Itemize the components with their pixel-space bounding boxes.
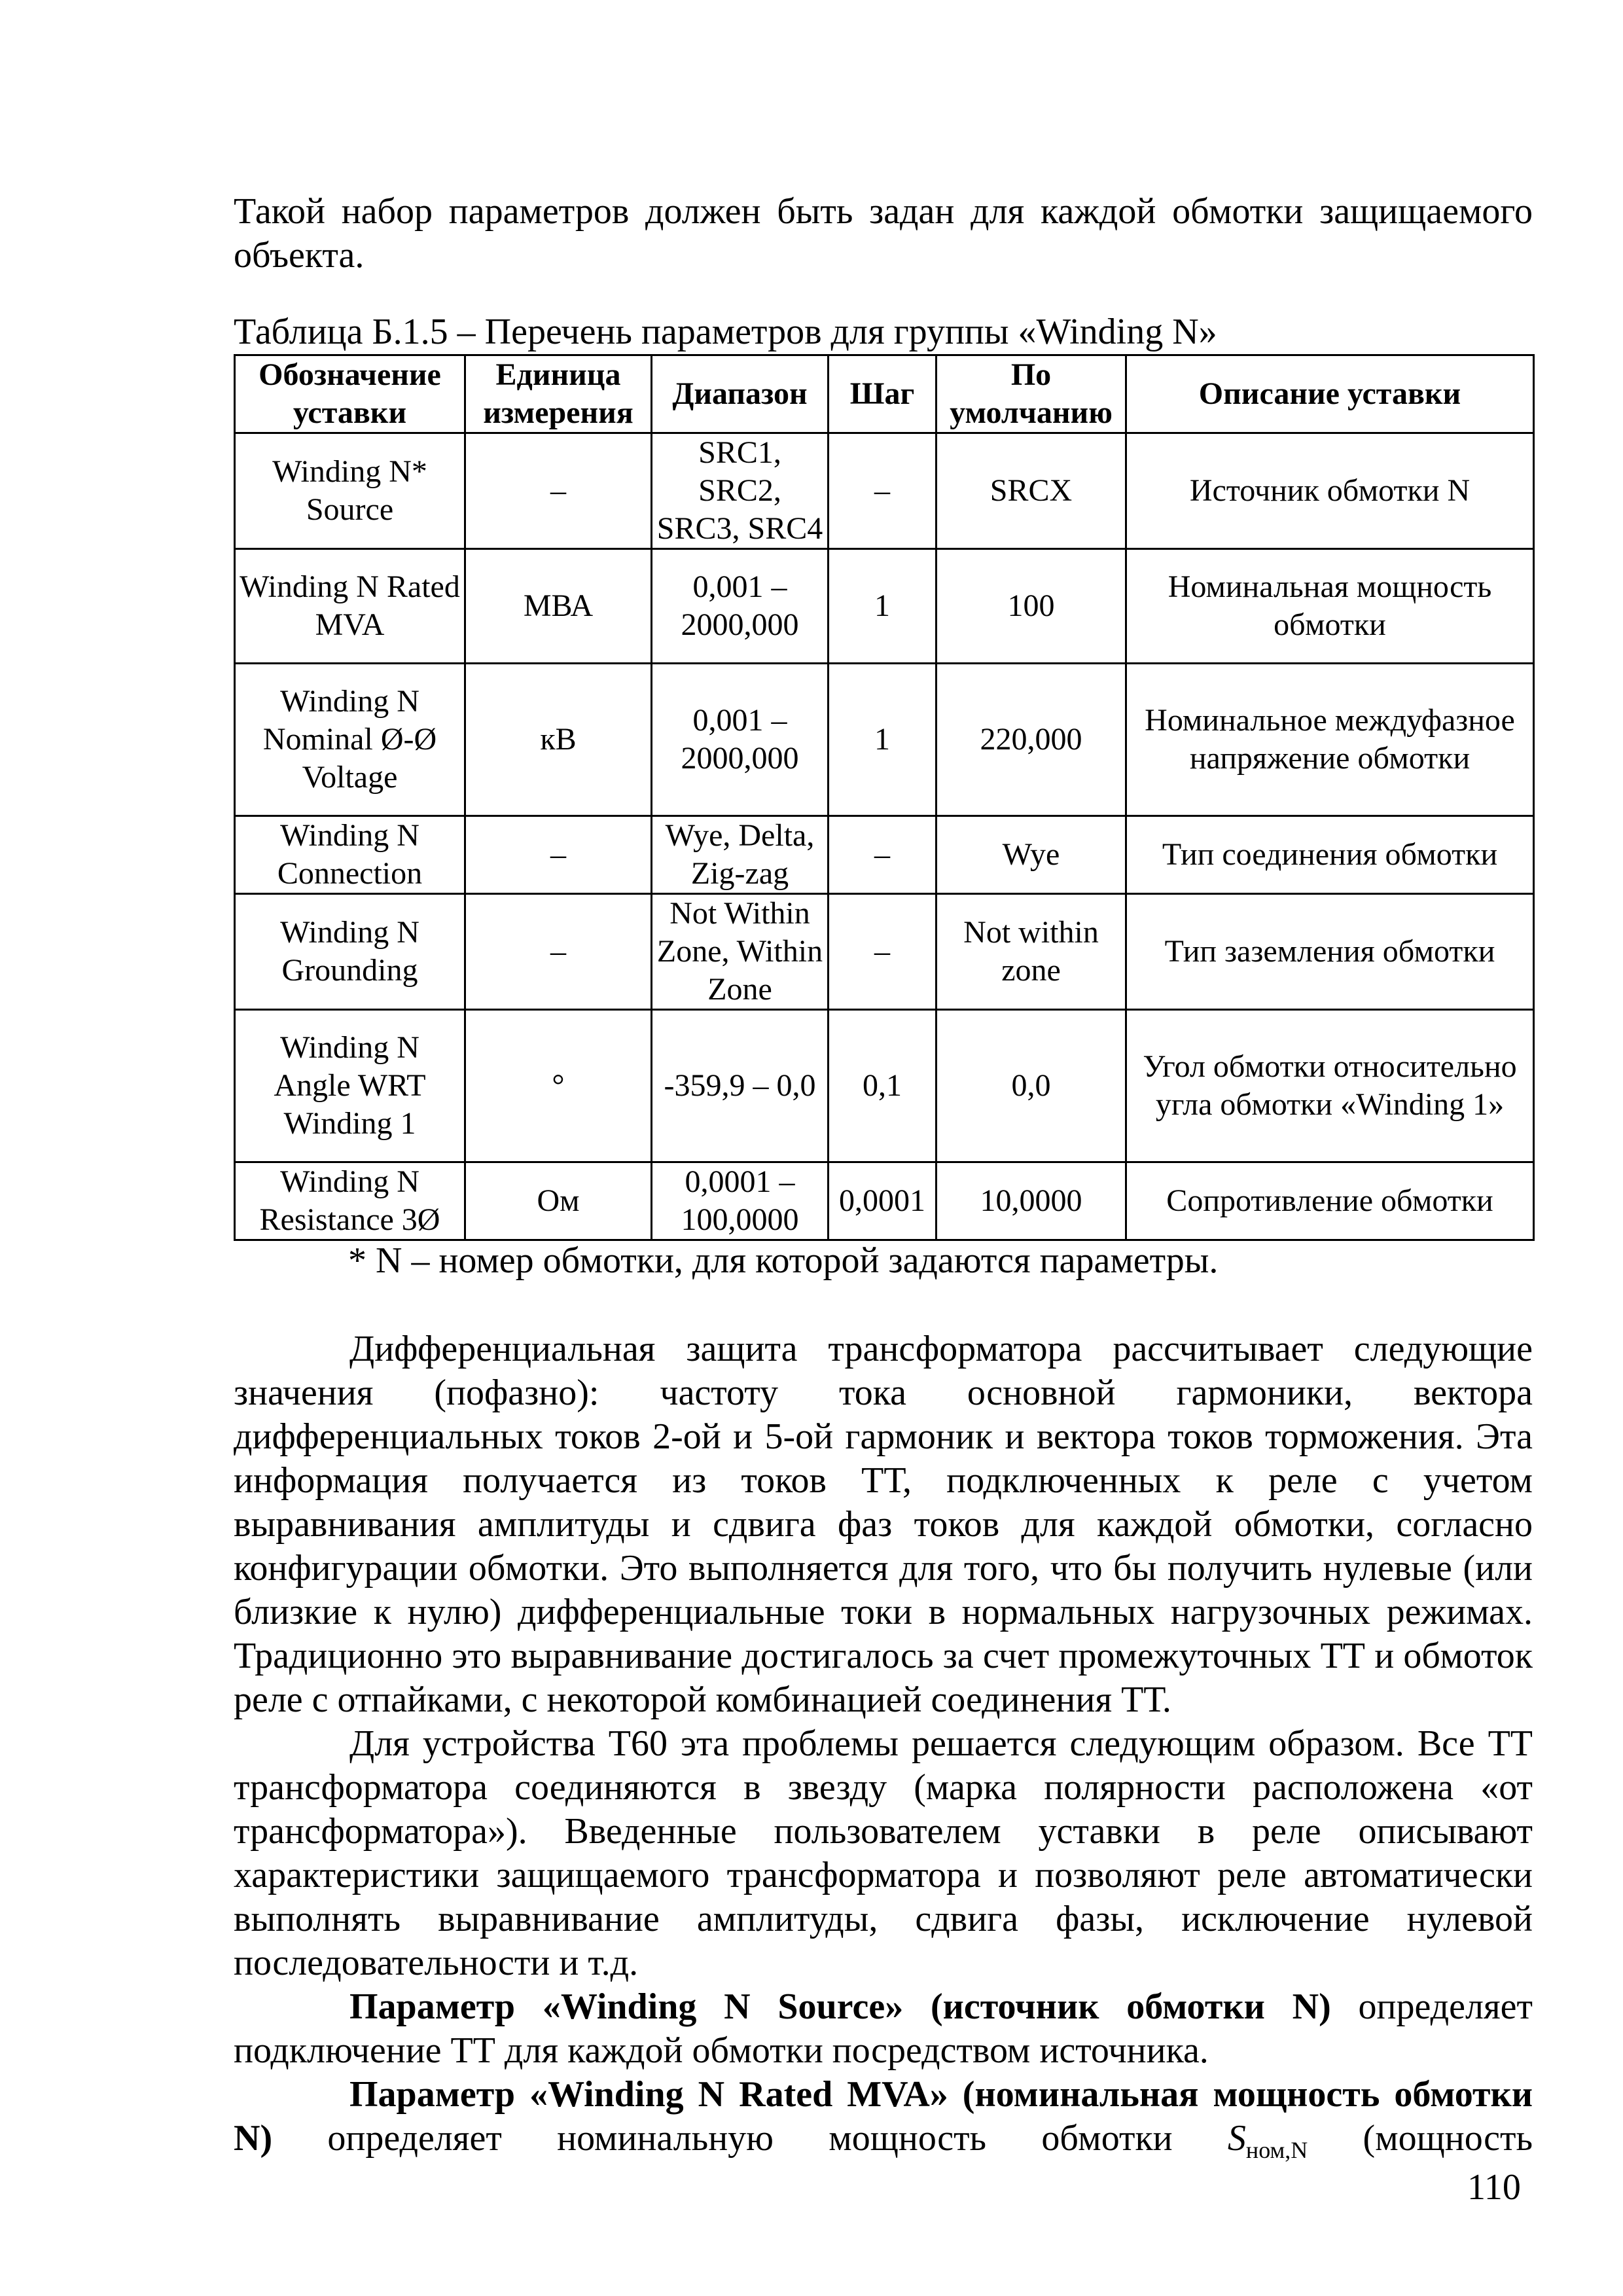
header-cell: Описание уставки bbox=[1126, 355, 1534, 433]
table-cell: Тип соединения обмотки bbox=[1126, 816, 1534, 894]
table-cell: Ом bbox=[465, 1162, 652, 1240]
parameter-description: определяет номинальную мощность обмотки bbox=[272, 2118, 1228, 2159]
table-cell: 0,001 – 2000,000 bbox=[652, 664, 829, 816]
header-cell: По умолчанию bbox=[936, 355, 1126, 433]
table-row bbox=[235, 894, 1534, 1010]
table-cell: Winding N* Source bbox=[235, 433, 465, 549]
table-cell: 100 bbox=[936, 549, 1126, 664]
table-cell: – bbox=[465, 433, 652, 549]
table-cell: – bbox=[465, 816, 652, 894]
table-cell: Winding N Rated MVA bbox=[235, 549, 465, 664]
table-cell: 0,0001 bbox=[829, 1162, 936, 1240]
table-cell: 220,000 bbox=[936, 664, 1126, 816]
parameter-name: Параметр «Winding N Source» (источник обмотки N) bbox=[349, 1986, 1331, 2027]
parameters-table bbox=[234, 354, 1535, 1241]
page-number: 110 bbox=[1467, 2167, 1521, 2208]
header-cell: Обозначение уставки bbox=[235, 355, 465, 433]
formula-subscript: ном,N bbox=[1245, 2137, 1308, 2164]
table-cell: -359,9 – 0,0 bbox=[652, 1010, 829, 1162]
table-cell: SRCX bbox=[936, 433, 1126, 549]
table-footnote: * N – номер обмотки, для которой задаются параметры. bbox=[348, 1240, 1219, 1281]
table-cell: SRC1, SRC2, SRC3, SRC4 bbox=[652, 433, 829, 549]
table-cell: Тип заземления обмотки bbox=[1126, 894, 1534, 1010]
formula-symbol: S bbox=[1227, 2118, 1246, 2159]
table-cell: Номинальное междуфазное напряжение обмотки bbox=[1126, 664, 1534, 816]
table-row bbox=[235, 664, 1534, 816]
table-cell: 0,1 bbox=[829, 1010, 936, 1162]
header-cell: Шаг bbox=[829, 355, 936, 433]
table-cell: – bbox=[829, 894, 936, 1010]
table-cell: Источник обмотки N bbox=[1126, 433, 1534, 549]
table-cell: – bbox=[465, 894, 652, 1010]
table-row bbox=[235, 816, 1534, 894]
table-cell: Winding N Grounding bbox=[235, 894, 465, 1010]
parameter-description: определяет подключение ТТ для каждой обмотки посредством источника. bbox=[234, 1986, 1533, 2071]
table-cell: 0,0001 – 100,0000 bbox=[652, 1162, 829, 1240]
table-cell: Winding N Nominal Ø-Ø Voltage bbox=[235, 664, 465, 816]
table-cell: 0,001 – 2000,000 bbox=[652, 549, 829, 664]
table-cell: ° bbox=[465, 1010, 652, 1162]
parameter-name: Параметр «Winding N Rated MVA» (номинальная мощность обмотки N) bbox=[234, 2074, 1533, 2159]
table-cell: – bbox=[829, 433, 936, 549]
table-row bbox=[235, 1162, 1534, 1240]
table-row bbox=[235, 549, 1534, 664]
table-cell: Winding N Connection bbox=[235, 816, 465, 894]
page-body bbox=[234, 190, 1533, 2172]
table-cell: Winding N Resistance 3Ø bbox=[235, 1162, 465, 1240]
table-cell: 1 bbox=[829, 664, 936, 816]
body-paragraph bbox=[234, 1985, 1533, 2073]
table-cell: кВ bbox=[465, 664, 652, 816]
table-cell: Not Within Zone, Within Zone bbox=[652, 894, 829, 1010]
intro-paragraph: Такой набор параметров должен быть задан для каждой обмотки защищаемого объекта. bbox=[234, 191, 1533, 276]
table-header-row bbox=[235, 355, 1534, 433]
body-paragraph bbox=[234, 2073, 1533, 2172]
table-cell: 0,0 bbox=[936, 1010, 1126, 1162]
body-paragraph: Дифференциальная защита трансформатора рассчитывает следующие значения (пофазно): частоту тока основной гармоники, вектора дифференциальных токов 2-ой и 5-ой гармоник и вектора токов торможения. Эта информация получается из токов ТТ, подключенных к реле с учетом выравнивания амплитуды и сдвига фаз токов для каждой обмотки, согласно конфигурации обмотки. Это выполняется для того, что бы получить нулевые (или близкие к нулю) дифференциальные токи в нормальных нагрузочных режимах. Традиционно это выравнивание достигалось за счет промежуточных ТТ и обмоток реле с отпайками, с некоторой комбинацией соединения ТТ. bbox=[234, 1329, 1533, 1720]
table-cell: Not within zone bbox=[936, 894, 1126, 1010]
table-cell: Угол обмотки относительно угла обмотки «Winding 1» bbox=[1126, 1010, 1534, 1162]
table-cell: Номинальная мощность обмотки bbox=[1126, 549, 1534, 664]
parameter-description-tail: (мощность bbox=[1308, 2118, 1533, 2159]
header-cell: Единица измерения bbox=[465, 355, 652, 433]
table-cell: Wye, Delta, Zig-zag bbox=[652, 816, 829, 894]
table-row bbox=[235, 433, 1534, 549]
table-cell: Wye bbox=[936, 816, 1126, 894]
table-caption: Таблица Б.1.5 – Перечень параметров для группы «Winding N» bbox=[234, 312, 1217, 352]
table-cell: МВА bbox=[465, 549, 652, 664]
header-cell: Диапазон bbox=[652, 355, 829, 433]
table-cell: 10,0000 bbox=[936, 1162, 1126, 1240]
table-cell: Winding N Angle WRT Winding 1 bbox=[235, 1010, 465, 1162]
table-cell: 1 bbox=[829, 549, 936, 664]
body-paragraph: Для устройства T60 эта проблемы решается следующим образом. Все ТТ трансформатора соединяются в звезду (марка полярности расположена «от трансформатора»). Введенные пользователем уставки в реле описывают характеристики защищаемого трансформатора и позволяют реле автоматически выполнять выравнивание амплитуды, сдвига фазы, исключение нулевой последовательности и т.д. bbox=[234, 1723, 1533, 1983]
table-cell: Сопротивление обмотки bbox=[1126, 1162, 1534, 1240]
table-cell: – bbox=[829, 816, 936, 894]
table-row bbox=[235, 1010, 1534, 1162]
